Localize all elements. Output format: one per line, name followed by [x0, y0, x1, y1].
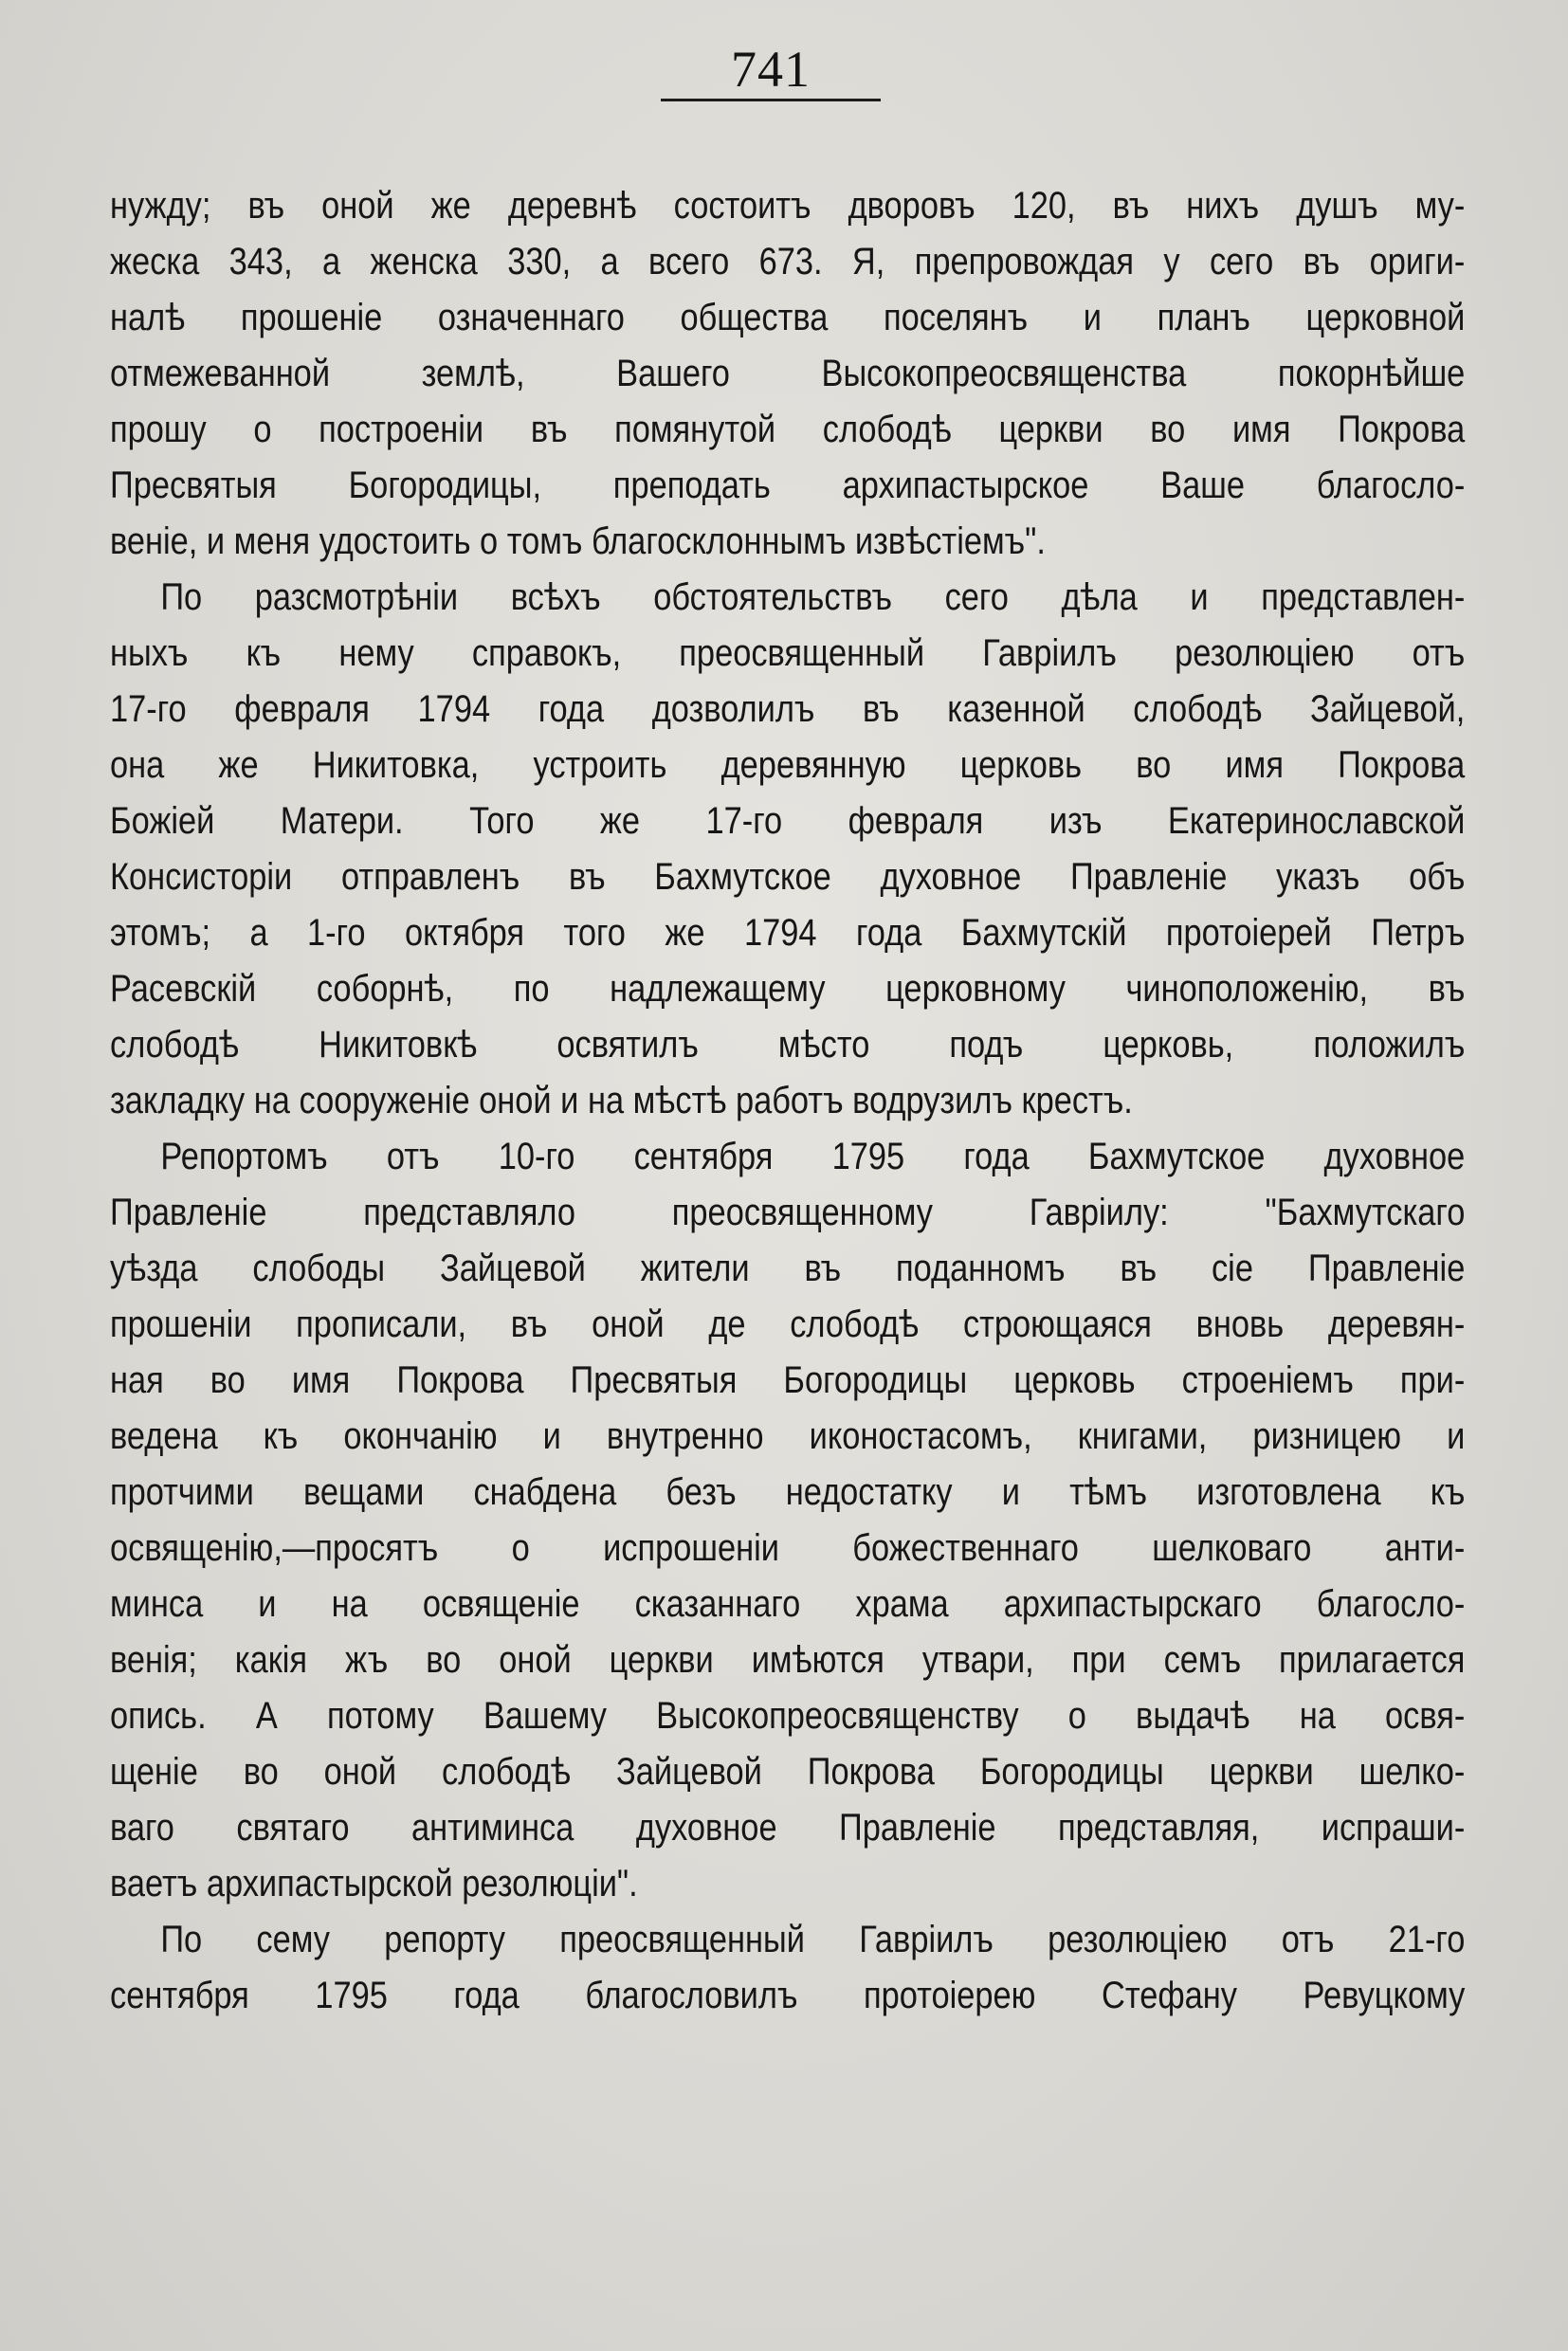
- text-line: Пресвятыя Богородицы, преподать архипастырское Ваше благосло-: [110, 465, 1466, 506]
- text-line: сентября 1795 года благословилъ протоіерею Стефану Ревуцкому: [110, 1975, 1466, 2016]
- text-line: освященію,—просятъ о испрошеніи божественнаго шелковаго анти-: [110, 1527, 1466, 1569]
- text-line: жеска 343, а женска 330, а всего 673. Я, препровождая у сего въ ориги-: [110, 241, 1466, 282]
- text-line: отмежеванной землѣ, Вашего Высокопреосвященства покорнѣйше: [110, 353, 1466, 394]
- text-line: Правленіе представляло преосвященному Гавріилу: "Бахмутскаго: [110, 1192, 1466, 1233]
- text-line: она же Никитовка, устроить деревянную церковь во имя Покрова: [110, 744, 1466, 786]
- text-line: опись. А потому Вашему Высокопреосвященству о выдачѣ на освя-: [110, 1695, 1466, 1737]
- text-line: прошеніи прописали, въ оной де слободѣ строющаяся вновь деревян-: [110, 1303, 1466, 1345]
- paragraph-start-line: По разсмотрѣніи всѣхъ обстоятельствъ сего дѣла и представлен-: [160, 576, 1466, 618]
- text-line: ная во имя Покрова Пресвятыя Богородицы церковь строеніемъ при-: [110, 1359, 1466, 1401]
- text-line: венія; какія жъ во оной церкви имѣются утвари, при семъ прилагается: [110, 1639, 1466, 1681]
- text-line: нужду; въ оной же деревнѣ состоитъ дворовъ 120, въ нихъ душъ му-: [110, 185, 1466, 227]
- text-line: Консисторіи отправленъ въ Бахмутское духовное Правленіе указъ объ: [110, 856, 1466, 898]
- text-line: слободѣ Никитовкѣ освятилъ мѣсто подъ церковь, положилъ: [110, 1024, 1466, 1066]
- page-number: 741: [731, 41, 811, 98]
- paragraph-start-line: Репортомъ отъ 10-го сентября 1795 года Бахмутское духовное: [160, 1136, 1466, 1177]
- text-line: налѣ прошеніе означеннаго общества поселянъ и планъ церковной: [110, 297, 1466, 338]
- text-line: уѣзда слободы Зайцевой жители въ поданномъ въ сіе Правленіе: [110, 1248, 1466, 1289]
- paragraph-start-line: По сему репорту преосвященный Гавріилъ резолюціею отъ 21-го: [160, 1919, 1466, 1960]
- text-line: минса и на освященіе сказаннаго храма архипастырскаго благосло-: [110, 1583, 1466, 1625]
- text-line: Расевскій соборнѣ, по надлежащему церковному чиноположенію, въ: [110, 968, 1466, 1010]
- text-line: ведена къ окончанію и внутренно иконостасомъ, книгами, ризницею и: [110, 1415, 1466, 1457]
- text-line: Божіей Матери. Того же 17-го февраля изъ Екатеринославской: [110, 800, 1466, 842]
- text-line: прошу о построеніи въ помянутой слободѣ церкви во имя Покрова: [110, 409, 1466, 450]
- text-line: ваго святаго антиминса духовное Правленіе представляя, испраши-: [110, 1807, 1466, 1849]
- body-text: [110, 178, 1466, 2024]
- text-line: ныхъ къ нему справокъ, преосвященный Гавріилъ резолюціею отъ: [110, 632, 1466, 674]
- page-number-rule: [661, 99, 881, 101]
- paragraph-end-line: веніе, и меня удостоить о томъ благосклоннымъ извѣстіемъ".: [110, 520, 1046, 562]
- text-line: этомъ; а 1-го октября того же 1794 года Бахмутскій протоіерей Петръ: [110, 912, 1466, 954]
- text-line: щеніе во оной слободѣ Зайцевой Покрова Богородицы церкви шелко-: [110, 1751, 1466, 1793]
- text-line: 17-го февраля 1794 года дозволилъ въ казенной слободѣ Зайцевой,: [110, 688, 1466, 730]
- paragraph-end-line: ваетъ архипастырской резолюціи".: [110, 1863, 638, 1904]
- text-line: протчими вещами снабдена безъ недостатку и тѣмъ изготовлена къ: [110, 1471, 1466, 1513]
- paragraph-end-line: закладку на сооруженіе оной и на мѣстѣ работъ водрузилъ крестъ.: [110, 1080, 1133, 1121]
